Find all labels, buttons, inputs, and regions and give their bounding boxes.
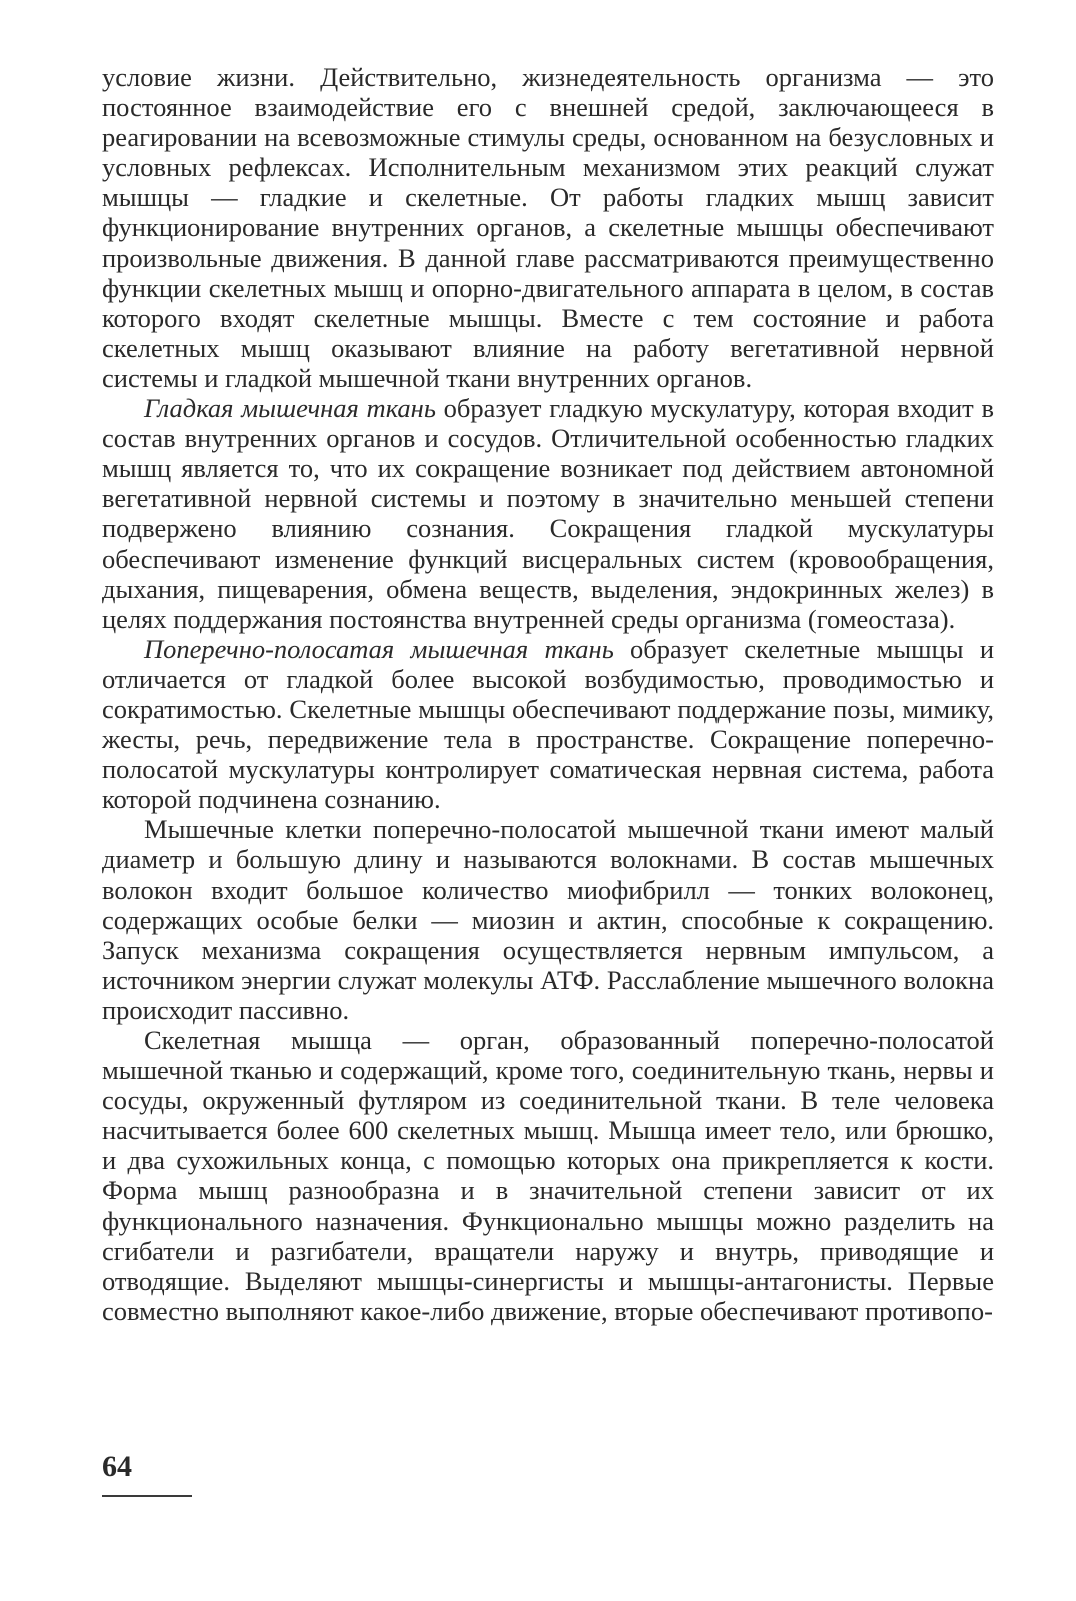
page-body [102, 62, 994, 1326]
paragraph-1 [102, 62, 994, 393]
paragraph-3-term: Поперечно-полосатая мышечная ткань [144, 633, 614, 664]
page-number: 64 [102, 1450, 132, 1483]
paragraph-5 [102, 1025, 994, 1326]
paragraph-4-text: Мышечные клетки поперечно-полосатой мышечной ткани имеют малый диаметр и большую длину и называются волокнами. В состав мышечных волокон входит большое количество миофибрилл — тонких волоконец, содержащих особые белки — миозин и актин, способные к сокращению. Запуск механизма сокращения осуществляется нервным импульсом, а источником энергии служат молекулы АТФ. Расслабление мышечного волокна происходит пассивно. [102, 814, 994, 1025]
paragraph-2 [102, 393, 994, 634]
paragraph-2-term: Гладкая мышечная ткань [144, 393, 436, 424]
paragraph-4 [102, 814, 994, 1025]
page-number-rule [102, 1495, 192, 1497]
paragraph-5-text: Скелетная мышца — орган, образованный поперечно-полосатой мышечной тканью и содержащий, кроме того, соединительную ткань, нервы и сосуды, окруженный футляром из соединительной ткани. В теле человека насчитывается более 600 скелетных мышц. Мышца имеет тело, или брюшко, и два сухожильных конца, с помощью которых она прикрепляется к кости. Форма мышц разнообразна и в значительной степени зависит от их функционального назначения. Функционально мышцы можно разделить на сгибатели и разгибатели, вращатели наружу и внутрь, приводящие и отводящие. Выделяют мышцы-синергисты и мышцы-антагонисты. Первые совместно выполняют какое-либо движение, вторые обеспечивают противопо- [102, 1025, 994, 1326]
paragraph-3 [102, 634, 994, 815]
paragraph-1-text: условие жизни. Действительно, жизнедеятельность организма — это постоянное взаимодействие его с внешней средой, заключающееся в реагировании на всевозможные стимулы среды, основанном на безусловных и условных рефлексах. Исполнительным механизмом этих реакций служат мышцы — гладкие и скелетные. От работы гладких мышц зависит функционирование внутренних органов, а скелетные мышцы обеспечивают произвольные движения. В данной главе рассматриваются преимущественно функции скелетных мышц и опорно-двигательного аппарата в целом, в состав которого входят скелетные мышцы. Вместе с тем состояние и работа скелетных мышц оказывают влияние на работу вегетативной нервной системы и гладкой мышечной ткани внутренних органов. [102, 62, 994, 393]
paragraph-3-text: образует скелетные мышцы и отличается от гладкой более высокой возбудимостью, проводимостью и сократимостью. Скелетные мышцы обеспечивают поддержание позы, мимику, жесты, речь, передвижение тела в пространстве. Сокращение поперечно-полосатой мускулатуры контролирует соматическая нервная система, работа которой подчинена сознанию. [102, 633, 994, 815]
paragraph-2-text: образует гладкую мускулатуру, которая входит в состав внутренних органов и сосудов. Отличительной особенностью гладких мышц является то, что их сокращение возникает под действием автономной вегетативной нервной системы и поэтому в значительно меньшей степени подвержено влиянию сознания. Сокращения гладкой мускулатуры обеспечивают изменение функций висцеральных систем (кровообращения, дыхания, пищеварения, обмена веществ, выделения, эндокринных желез) в целях поддержания постоянства внутренней среды организма (гомеостаза). [102, 393, 994, 634]
